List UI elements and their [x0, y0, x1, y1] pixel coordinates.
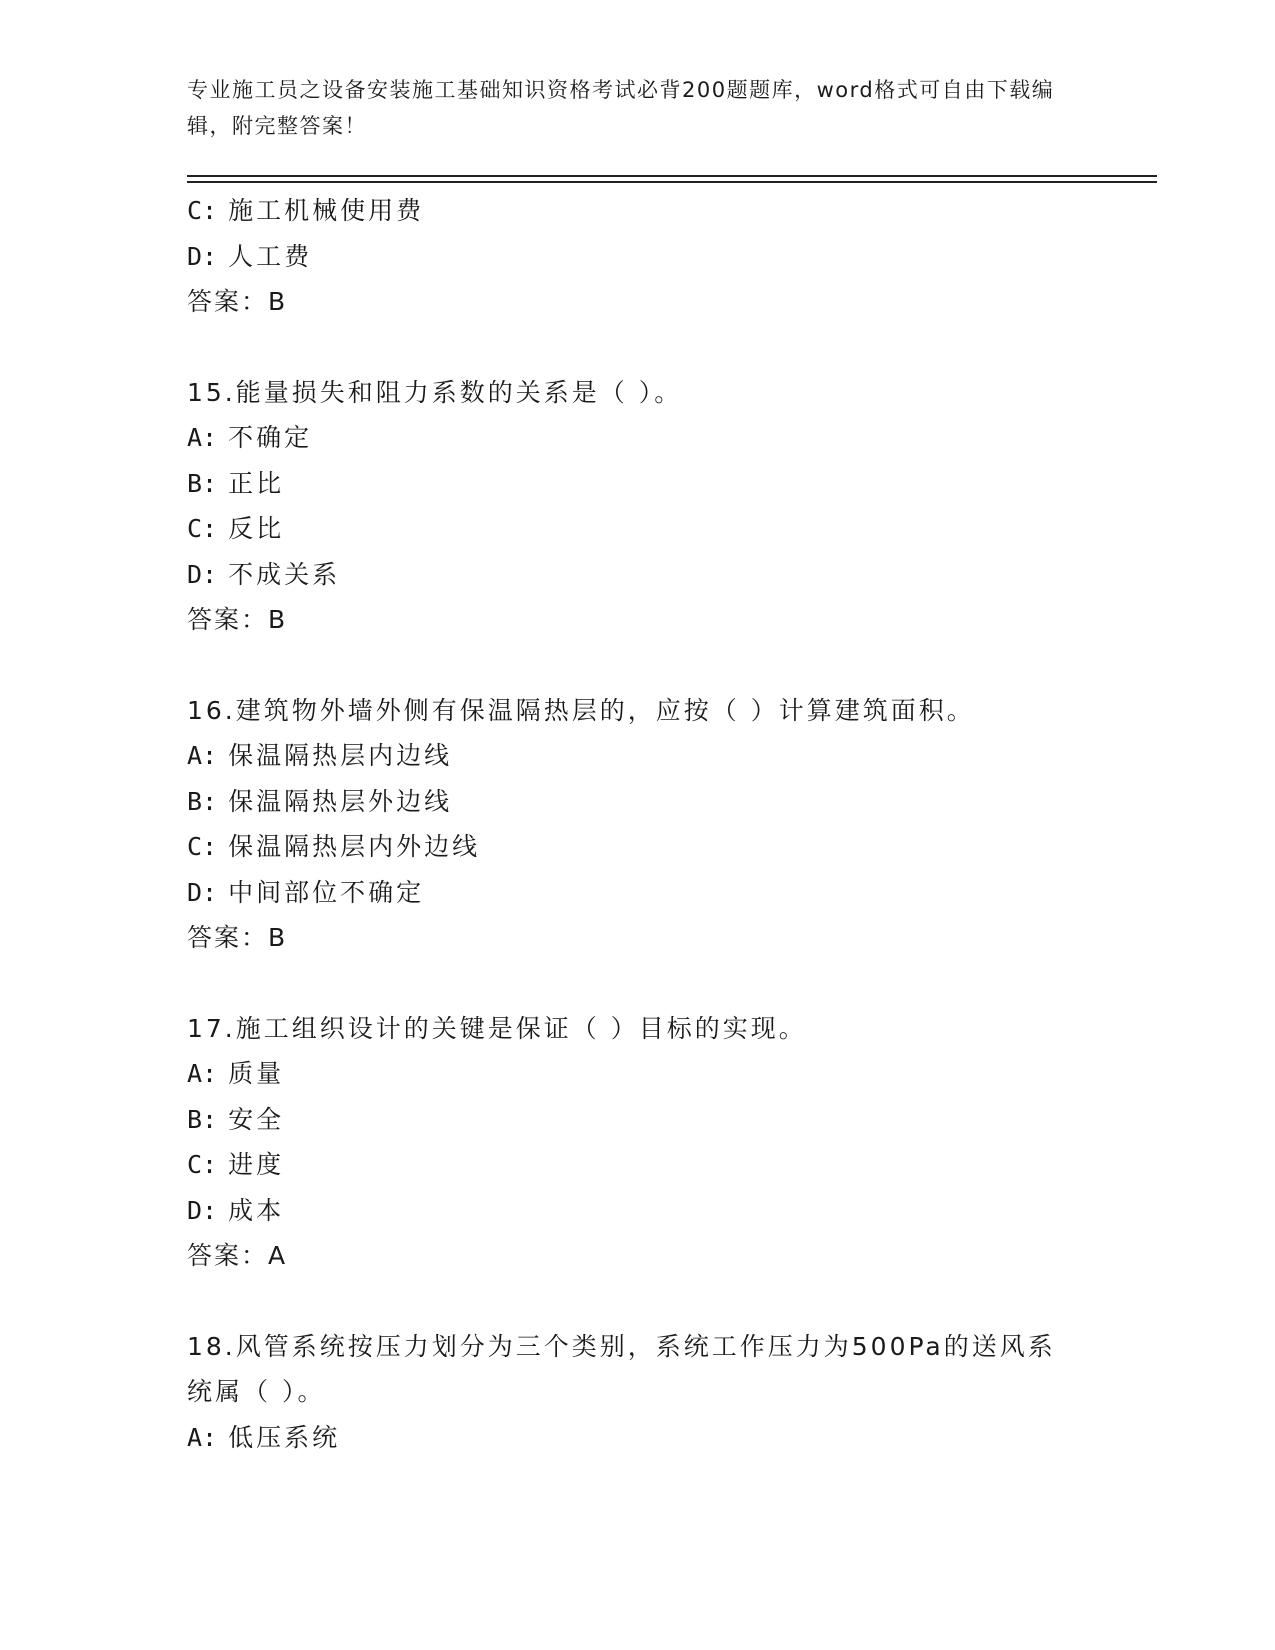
- question-stem: 15.能量损失和阻力系数的关系是（ ）。: [187, 377, 683, 407]
- document-header: 专业施工员之设备安装施工基础知识资格考试必背200题题库，word格式可自由下载编辑，附完整答案！: [187, 78, 1055, 138]
- question-stem: 18.风管系统按压力划分为三个类别，系统工作压力为500Pa的送风系统属（ ）。: [187, 1331, 1056, 1406]
- option-d: D: 成本: [187, 1195, 285, 1225]
- option-c: C: 反比: [187, 514, 285, 543]
- question-stem: 17.施工组织设计的关键是保证（ ）目标的实现。: [187, 1013, 807, 1043]
- header-divider-bottom: [187, 181, 1157, 183]
- option-a: A: 质量: [187, 1059, 285, 1088]
- answer-line: 答案：B: [187, 287, 288, 316]
- answer-line: 答案：A: [187, 1241, 288, 1270]
- question-list: [187, 188, 1087, 1460]
- option-c: C: 进度: [187, 1150, 285, 1179]
- option-c: C: 施工机械使用费: [187, 196, 425, 225]
- answer-line: 答案：B: [187, 923, 288, 952]
- option-a: A: 低压系统: [187, 1422, 341, 1452]
- header-divider-top: [187, 175, 1157, 177]
- option-b: B: 安全: [187, 1104, 285, 1134]
- option-a: A: 保温隔热层内边线: [187, 741, 453, 770]
- option-c: C: 保温隔热层内外边线: [187, 832, 481, 861]
- option-a: A: 不确定: [187, 423, 313, 452]
- option-d: D: 中间部位不确定: [187, 877, 425, 907]
- option-b: B: 正比: [187, 468, 285, 498]
- option-b: B: 保温隔热层外边线: [187, 786, 453, 816]
- option-d: D: 不成关系: [187, 559, 341, 589]
- answer-line: 答案：B: [187, 605, 288, 634]
- option-d: D: 人工费: [187, 241, 313, 271]
- question-stem: 16.建筑物外墙外侧有保温隔热层的，应按（ ）计算建筑面积。: [187, 695, 975, 725]
